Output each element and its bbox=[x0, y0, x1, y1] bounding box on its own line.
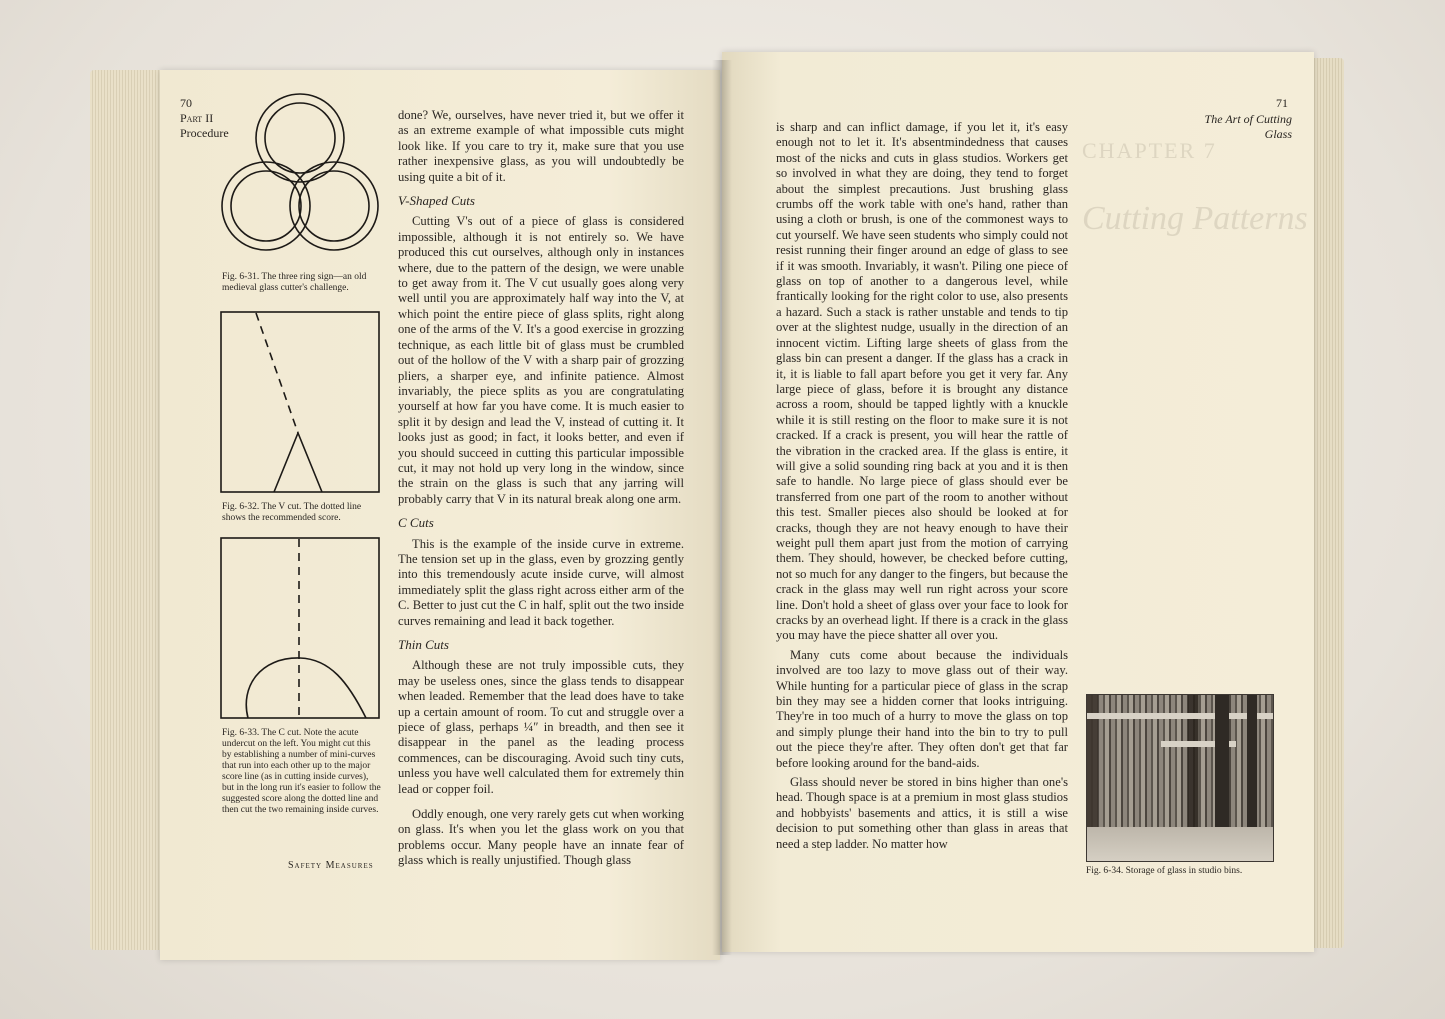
book-gutter bbox=[712, 60, 732, 955]
thin-cuts-paragraph: Although these are not truly impossible cuts, they may be useless ones, since the glass tends to disappear when leaded. Remember that the lead does have to take up a certain amount of room. To cut and struggle over a piece of glass, perhaps ¼″ in breadth, and then see it disappear in the panel as the leading process commences, can be discouraging. Avoid such tiny cuts, unless you have well calculated them for extremely thin lead or copper foil. bbox=[398, 658, 684, 796]
fig-6-33-caption: Fig. 6-33. The C cut. Note the acute undercut on the left. You might cut this by establishing a number of mini-curves that run into each other up to the major score line (as in cutting inside curves), but in the long run it's easier to follow the suggested score along the dotted line and then cut the two remaining inside curves. bbox=[222, 728, 381, 815]
right-running-head: The Art of Cutting Glass bbox=[1204, 112, 1292, 141]
safety-continued-paragraph: is sharp and can inflict damage, if you let it, it's easy enough not to let it. It's absentmindedness that causes most of the nicks and cuts in glass studios. Workers get so involved in what they are doing, they tend to forget about the simplest precautions. Just brushing glass crumbs off the work table with one's hand, rather than using a cloth or brush, is one of the commonest ways to cut yourself. We have seen students who simply could not resist running their finger around an edge of glass to see if it was smooth. Invariably, it wasn't. Piling one piece of glass on top of another to a dangerous level, while frantically looking for the right color to use, also presents a hazard. Such a stack is rather unstable and tends to tip over at the slightest nudge, usually in the direction of an innocent victim. Lifting large sheets of glass from the glass bin can present a danger. If the glass has a crack in it, it is liable to fall apart before you get it very far. Any large piece of glass, before it is brought any distance across a room, should be tapped lightly with a knuckle while it is still resting on the floor to make sure it is not cracked. If a crack is present, you will hear the rattle of the vibration in the cracked area. If the glass is entire, it will give a solid sounding ring back at you and it is then safe to handle. No large piece of glass should ever be transferred from one part of the room to another without this test. Smaller pieces also should be looked at for cracks, though they are not heavy enough to have their weight pull them apart just from the motion of carrying them. They should, however, be checked before cutting, not so much for any danger to the fingers, but because the crack in the glass may well run right across your score line. Don't hold a sheet of glass over your face to look for cracks by an overhead light. If there is a crack in the glass you may have the piece shatter all over you. bbox=[776, 120, 1068, 643]
left-page-number: 70 bbox=[180, 96, 192, 110]
lazy-cuts-paragraph: Many cuts come about because the individuals involved are too lazy to move glass out of their way. While hunting for a particular piece of glass in the scrap bin they may see a hidden corner that looks intriguing. They're in too much of a hurry to move the glass on top and simply plunge their hand into the bin to try to pull out the piece they're after. They often don't get that far before looking around for the band-aids. bbox=[776, 647, 1068, 770]
right-text-column bbox=[776, 120, 1068, 852]
glass-storage-photo bbox=[1086, 694, 1274, 862]
show-through-chapter: CHAPTER 7 bbox=[1082, 138, 1217, 163]
c-cuts-heading: C Cuts bbox=[398, 515, 434, 531]
fig-6-31-caption: Fig. 6-31. The three ring sign—an old medieval glass cutter's challenge. bbox=[222, 272, 367, 293]
c-cut-figure bbox=[220, 537, 380, 719]
fig-6-32-caption: Fig. 6-32. The V cut. The dotted line shows the recommended score. bbox=[222, 502, 362, 523]
three-ring-figure bbox=[218, 92, 382, 268]
v-cuts-paragraph: Cutting V's out of a piece of glass is considered impossible, although it is not entirely so. We have produced this cut ourselves, although only in instances where, due to the pattern of the design, we were unable to get away from it. The V cut usually goes along very well until you are approximately half way into the V, at which point the entire piece of glass splits, right along one of the arms of the V. It's a good exercise in grozzing technique, as each little bit of glass must be crumbled out of the hollow of the V with a sharp pair of grozzing pliers, a sharper eye, and infinite patience. Almost invariably, the piece splits as you are congratulating yourself at how far you have come. It is much easier to split it by design and lead the V, instead of cutting it. It looks just as good; in fact, it looks better, and even if you should succeed in cutting this particular impossible cut, it may not hold up very long in the window, since the strain on the glass is such that any jarring will probably carry that V in its natural break along one arm. bbox=[398, 214, 684, 506]
left-page-edges bbox=[90, 70, 170, 950]
left-running-head-part: Part II bbox=[180, 111, 214, 125]
fig-6-34-caption: Fig. 6-34. Storage of glass in studio bins. bbox=[1086, 866, 1243, 876]
storage-paragraph: Glass should never be stored in bins higher than one's head. Though space is at a premium in most glass studios and hobbyists' basements and attics, it is still a wise decision to put something other than glass in areas that need a step ladder. No matter how bbox=[776, 775, 1068, 851]
safety-paragraph: Oddly enough, one very rarely gets cut when working on glass. It's when you let the glass work on you that problems occur. Many people have an innate fear of glass which is really unjustified. Though glass bbox=[398, 807, 684, 868]
safety-measures-sidehead: Safety Measures bbox=[288, 860, 374, 871]
v-shaped-cuts-heading: V-Shaped Cuts bbox=[398, 193, 475, 209]
c-cuts-paragraph: This is the example of the inside curve in extreme. The tension set up in the glass, even by grozzing gently into this tremendously acute inside curve, will almost immediately split the glass right across either arm of the C. Better to just cut the C in half, split out the two inside curves remaining and lead it back together. bbox=[398, 536, 684, 628]
right-page-number: 71 bbox=[1276, 96, 1288, 110]
show-through-title: Cutting Patterns bbox=[1082, 200, 1308, 237]
thin-cuts-heading: Thin Cuts bbox=[398, 637, 449, 652]
v-cut-figure bbox=[220, 311, 380, 493]
intro-paragraph: done? We, ourselves, have never tried it, but we offer it as an extreme example of what impossible cuts might look like. If you care to try it, make sure that you use rather inexpensive glass, as you will undoubtedly be using quite a bit of it. bbox=[398, 108, 684, 184]
left-running-head-section: Procedure bbox=[180, 126, 229, 140]
left-text-column bbox=[398, 108, 684, 869]
